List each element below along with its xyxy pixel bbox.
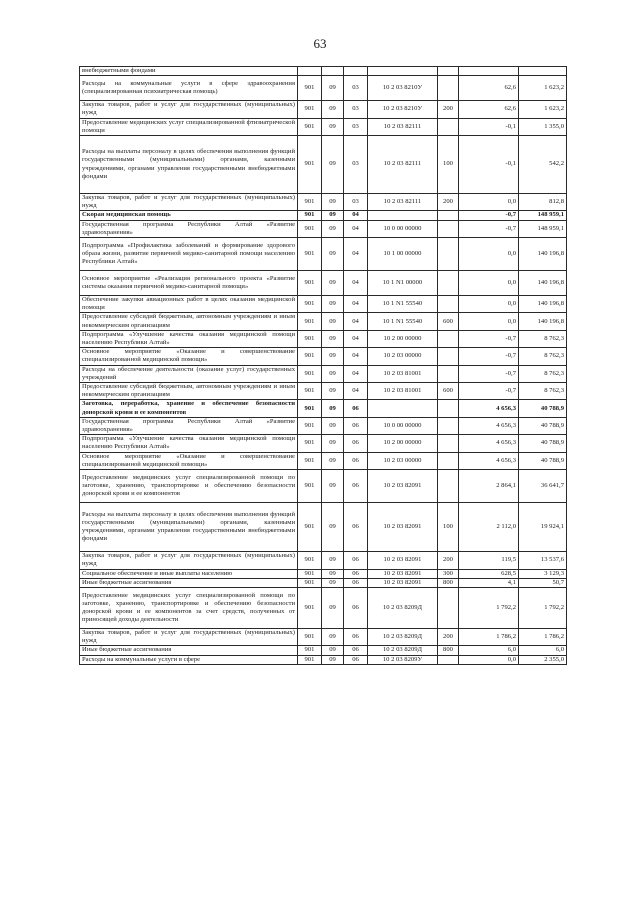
expense-type-code bbox=[438, 67, 459, 76]
expense-type-code bbox=[438, 435, 459, 452]
table-row bbox=[80, 136, 567, 194]
amount-total: 13 537,6 bbox=[519, 552, 567, 569]
subsection-code: 06 bbox=[344, 646, 368, 655]
amount-total: 1 623,2 bbox=[519, 101, 567, 118]
amount-change: 0,0 bbox=[459, 238, 519, 271]
row-name: Предоставление медицинских услуг специализированной помощи по заготовке, хранению, транспортировке и обеспечению безопасности донорской крови и ее компонентов bbox=[80, 470, 298, 503]
amount-change: -0,7 bbox=[459, 220, 519, 237]
grbs-code: 901 bbox=[298, 400, 322, 417]
subsection-code: 03 bbox=[344, 118, 368, 135]
amount-total bbox=[519, 67, 567, 76]
row-name: внебюджетными фондами bbox=[80, 67, 298, 76]
expense-type-code bbox=[438, 365, 459, 382]
table-row bbox=[80, 67, 567, 76]
table-row bbox=[80, 552, 567, 569]
section-code: 09 bbox=[322, 101, 344, 118]
amount-total: 140 196,8 bbox=[519, 271, 567, 296]
target-article-code: 10 1 N1 55540 bbox=[368, 313, 438, 330]
table-row bbox=[80, 101, 567, 118]
row-name: Предоставление медицинских услуг специализированной помощи по заготовке, хранению, транспортировке и обеспечению безопасности донорской крови и ее компонентов за счет средств, полученных от приносящей доходы деятельности bbox=[80, 587, 298, 628]
target-article-code: 10 2 03 82091 bbox=[368, 503, 438, 552]
expense-type-code bbox=[438, 587, 459, 628]
subsection-code: 06 bbox=[344, 655, 368, 664]
row-name: Предоставление субсидий бюджетным, автономным учреждениям и иным некоммерческим организациям bbox=[80, 313, 298, 330]
subsection-code: 06 bbox=[344, 452, 368, 469]
section-code: 09 bbox=[322, 383, 344, 400]
section-code: 09 bbox=[322, 76, 344, 101]
amount-total: 8 762,3 bbox=[519, 330, 567, 347]
grbs-code: 901 bbox=[298, 452, 322, 469]
expense-type-code bbox=[438, 220, 459, 237]
amount-change: -0,7 bbox=[459, 348, 519, 365]
grbs-code: 901 bbox=[298, 271, 322, 296]
section-code: 09 bbox=[322, 220, 344, 237]
expense-type-code bbox=[438, 118, 459, 135]
table-row bbox=[80, 578, 567, 587]
subsection-code: 04 bbox=[344, 220, 368, 237]
target-article-code bbox=[368, 400, 438, 417]
budget-table bbox=[79, 66, 567, 665]
subsection-code: 03 bbox=[344, 136, 368, 194]
table-row bbox=[80, 220, 567, 237]
section-code: 09 bbox=[322, 348, 344, 365]
expense-type-code: 100 bbox=[438, 136, 459, 194]
amount-total: 1 792,2 bbox=[519, 587, 567, 628]
target-article-code: 10 2 00 00000 bbox=[368, 435, 438, 452]
target-article-code: 10 2 03 8210У bbox=[368, 76, 438, 101]
table-row bbox=[80, 194, 567, 211]
row-name: Обеспечение закупки авиационных работ в целях оказания медицинской помощи bbox=[80, 296, 298, 313]
subsection-code: 04 bbox=[344, 383, 368, 400]
subsection-code: 03 bbox=[344, 194, 368, 211]
expense-type-code bbox=[438, 76, 459, 101]
expense-type-code: 200 bbox=[438, 628, 459, 645]
section-code: 09 bbox=[322, 435, 344, 452]
grbs-code: 901 bbox=[298, 330, 322, 347]
section-code: 09 bbox=[322, 587, 344, 628]
section-code: 09 bbox=[322, 194, 344, 211]
subsection-code: 06 bbox=[344, 569, 368, 578]
grbs-code: 901 bbox=[298, 118, 322, 135]
target-article-code: 10 2 03 8209Д bbox=[368, 628, 438, 645]
table-row bbox=[80, 655, 567, 664]
subsection-code: 04 bbox=[344, 271, 368, 296]
amount-change: 2 112,0 bbox=[459, 503, 519, 552]
table-row bbox=[80, 646, 567, 655]
amount-change: 1 792,2 bbox=[459, 587, 519, 628]
row-name: Заготовка, переработка, хранение и обеспечение безопасности донорской крови и ее компонентов bbox=[80, 400, 298, 417]
row-name: Расходы на коммунальные услуги в сфере bbox=[80, 655, 298, 664]
amount-change: 4,1 bbox=[459, 578, 519, 587]
expense-type-code bbox=[438, 211, 459, 220]
table-row bbox=[80, 330, 567, 347]
grbs-code: 901 bbox=[298, 552, 322, 569]
amount-change: 4 656,3 bbox=[459, 435, 519, 452]
row-name: Предоставление медицинских услуг специализированной фтизиатрической помощи bbox=[80, 118, 298, 135]
table-row bbox=[80, 76, 567, 101]
amount-total: 40 788,9 bbox=[519, 435, 567, 452]
target-article-code: 10 2 03 82091 bbox=[368, 569, 438, 578]
table-row bbox=[80, 503, 567, 552]
amount-total: 8 762,3 bbox=[519, 348, 567, 365]
section-code: 09 bbox=[322, 330, 344, 347]
expense-type-code bbox=[438, 470, 459, 503]
table-row bbox=[80, 271, 567, 296]
amount-change: 0,0 bbox=[459, 271, 519, 296]
grbs-code: 901 bbox=[298, 470, 322, 503]
subsection-code: 04 bbox=[344, 365, 368, 382]
amount-change: 4 656,3 bbox=[459, 417, 519, 434]
table-row bbox=[80, 587, 567, 628]
amount-total: 36 641,7 bbox=[519, 470, 567, 503]
target-article-code bbox=[368, 67, 438, 76]
subsection-code: 06 bbox=[344, 417, 368, 434]
amount-total: 148 959,1 bbox=[519, 211, 567, 220]
row-name: Основное мероприятие «Оказание и совершенствование специализированной медицинской помощи» bbox=[80, 348, 298, 365]
row-name: Расходы на коммунальные услуги в сфере здравоохранения (специализированная психиатрическая помощь) bbox=[80, 76, 298, 101]
target-article-code: 10 1 N1 00000 bbox=[368, 271, 438, 296]
target-article-code: 10 2 03 8209Д bbox=[368, 587, 438, 628]
table-row bbox=[80, 211, 567, 220]
section-code: 09 bbox=[322, 646, 344, 655]
amount-change: 6,0 bbox=[459, 646, 519, 655]
amount-change: 62,6 bbox=[459, 101, 519, 118]
grbs-code: 901 bbox=[298, 211, 322, 220]
subsection-code: 03 bbox=[344, 101, 368, 118]
expense-type-code: 600 bbox=[438, 383, 459, 400]
expense-type-code bbox=[438, 417, 459, 434]
amount-total: 40 788,9 bbox=[519, 417, 567, 434]
grbs-code: 901 bbox=[298, 136, 322, 194]
amount-total: 812,8 bbox=[519, 194, 567, 211]
subsection-code: 06 bbox=[344, 587, 368, 628]
table-row bbox=[80, 470, 567, 503]
expense-type-code bbox=[438, 238, 459, 271]
row-name: Расходы на выплаты персоналу в целях обеспечения выполнения функций государственными (муниципальными) органами, казенными учреждениями, органами управления государственными внебюджетными фондами bbox=[80, 136, 298, 194]
grbs-code: 901 bbox=[298, 646, 322, 655]
amount-change: 0,0 bbox=[459, 313, 519, 330]
expense-type-code: 100 bbox=[438, 503, 459, 552]
expense-type-code: 200 bbox=[438, 101, 459, 118]
expense-type-code bbox=[438, 400, 459, 417]
grbs-code: 901 bbox=[298, 655, 322, 664]
section-code: 09 bbox=[322, 118, 344, 135]
amount-change: 2 864,1 bbox=[459, 470, 519, 503]
table-row bbox=[80, 313, 567, 330]
target-article-code: 10 2 03 8210У bbox=[368, 101, 438, 118]
table-row bbox=[80, 296, 567, 313]
amount-total: 8 762,3 bbox=[519, 365, 567, 382]
amount-total: 2 355,0 bbox=[519, 655, 567, 664]
section-code: 09 bbox=[322, 655, 344, 664]
subsection-code: 06 bbox=[344, 470, 368, 503]
section-code: 09 bbox=[322, 470, 344, 503]
row-name: Подпрограмма «Улучшение качества оказания медицинской помощи населению Республики Алтай» bbox=[80, 435, 298, 452]
row-name: Закупка товаров, работ и услуг для государственных (муниципальных) нужд bbox=[80, 552, 298, 569]
table-row bbox=[80, 383, 567, 400]
target-article-code: 10 2 03 81001 bbox=[368, 365, 438, 382]
row-name: Закупка товаров, работ и услуг для государственных (муниципальных) нужд bbox=[80, 628, 298, 645]
grbs-code: 901 bbox=[298, 220, 322, 237]
amount-total: 3 129,3 bbox=[519, 569, 567, 578]
row-name: Расходы на выплаты персоналу в целях обеспечения выполнения функций государственными (муниципальными) органами, казенными учреждениями, органами управления государственными внебюджетными фондами bbox=[80, 503, 298, 552]
grbs-code bbox=[298, 67, 322, 76]
table-row bbox=[80, 365, 567, 382]
subsection-code: 04 bbox=[344, 313, 368, 330]
amount-change bbox=[459, 67, 519, 76]
section-code: 09 bbox=[322, 365, 344, 382]
grbs-code: 901 bbox=[298, 348, 322, 365]
row-name: Подпрограмма «Улучшение качества оказания медицинской помощи населению Республики Алтай» bbox=[80, 330, 298, 347]
amount-change: 0,0 bbox=[459, 655, 519, 664]
section-code: 09 bbox=[322, 271, 344, 296]
table-row bbox=[80, 435, 567, 452]
section-code: 09 bbox=[322, 503, 344, 552]
amount-change: -0,1 bbox=[459, 118, 519, 135]
subsection-code: 03 bbox=[344, 76, 368, 101]
target-article-code: 10 2 03 82111 bbox=[368, 194, 438, 211]
target-article-code bbox=[368, 211, 438, 220]
subsection-code bbox=[344, 67, 368, 76]
amount-change: 0,0 bbox=[459, 194, 519, 211]
amount-total: 50,7 bbox=[519, 578, 567, 587]
row-name: Государственная программа Республики Алтай «Развитие здравоохранения» bbox=[80, 220, 298, 237]
table-body bbox=[80, 67, 567, 665]
target-article-code: 10 1 N1 55540 bbox=[368, 296, 438, 313]
grbs-code: 901 bbox=[298, 503, 322, 552]
table-row bbox=[80, 417, 567, 434]
expense-type-code: 300 bbox=[438, 569, 459, 578]
amount-change: 4 656,3 bbox=[459, 400, 519, 417]
section-code: 09 bbox=[322, 238, 344, 271]
grbs-code: 901 bbox=[298, 76, 322, 101]
table-row bbox=[80, 452, 567, 469]
page-number: 63 bbox=[313, 36, 327, 51]
section-code: 09 bbox=[322, 452, 344, 469]
expense-type-code: 600 bbox=[438, 313, 459, 330]
grbs-code: 901 bbox=[298, 569, 322, 578]
target-article-code: 10 0 00 00000 bbox=[368, 220, 438, 237]
expense-type-code bbox=[438, 296, 459, 313]
expense-type-code: 200 bbox=[438, 552, 459, 569]
amount-change: 628,5 bbox=[459, 569, 519, 578]
target-article-code: 10 0 00 00000 bbox=[368, 417, 438, 434]
amount-total: 40 788,9 bbox=[519, 452, 567, 469]
table-row bbox=[80, 400, 567, 417]
subsection-code: 06 bbox=[344, 503, 368, 552]
row-name: Социальное обеспечение и иные выплаты населению bbox=[80, 569, 298, 578]
row-name: Закупка товаров, работ и услуг для государственных (муниципальных) нужд bbox=[80, 194, 298, 211]
expense-type-code bbox=[438, 330, 459, 347]
target-article-code: 10 2 03 00000 bbox=[368, 348, 438, 365]
expense-type-code: 200 bbox=[438, 194, 459, 211]
row-name: Государственная программа Республики Алтай «Развитие здравоохранения» bbox=[80, 417, 298, 434]
grbs-code: 901 bbox=[298, 578, 322, 587]
target-article-code: 10 2 03 82091 bbox=[368, 578, 438, 587]
amount-change: 0,0 bbox=[459, 296, 519, 313]
amount-total: 140 196,8 bbox=[519, 296, 567, 313]
amount-change: -0,7 bbox=[459, 365, 519, 382]
table-row bbox=[80, 118, 567, 135]
grbs-code: 901 bbox=[298, 435, 322, 452]
amount-change: 119,5 bbox=[459, 552, 519, 569]
section-code: 09 bbox=[322, 296, 344, 313]
subsection-code: 04 bbox=[344, 238, 368, 271]
grbs-code: 901 bbox=[298, 238, 322, 271]
amount-change: -0,7 bbox=[459, 211, 519, 220]
amount-change: -0,7 bbox=[459, 383, 519, 400]
target-article-code: 10 2 03 82111 bbox=[368, 118, 438, 135]
expense-type-code bbox=[438, 271, 459, 296]
amount-change: -0,7 bbox=[459, 330, 519, 347]
target-article-code: 10 2 03 82111 bbox=[368, 136, 438, 194]
grbs-code: 901 bbox=[298, 417, 322, 434]
expense-type-code: 800 bbox=[438, 578, 459, 587]
amount-change: 62,6 bbox=[459, 76, 519, 101]
amount-total: 1 786,2 bbox=[519, 628, 567, 645]
subsection-code: 06 bbox=[344, 578, 368, 587]
subsection-code: 06 bbox=[344, 435, 368, 452]
grbs-code: 901 bbox=[298, 383, 322, 400]
amount-total: 140 196,8 bbox=[519, 313, 567, 330]
amount-total: 6,0 bbox=[519, 646, 567, 655]
table-row bbox=[80, 238, 567, 271]
section-code: 09 bbox=[322, 136, 344, 194]
expense-type-code bbox=[438, 348, 459, 365]
table-row bbox=[80, 348, 567, 365]
amount-total: 148 959,1 bbox=[519, 220, 567, 237]
section-code: 09 bbox=[322, 400, 344, 417]
section-code: 09 bbox=[322, 578, 344, 587]
row-name: Предоставление субсидий бюджетным, автономным учреждениям и иным некоммерческим организациям bbox=[80, 383, 298, 400]
amount-total: 542,2 bbox=[519, 136, 567, 194]
section-code: 09 bbox=[322, 211, 344, 220]
subsection-code: 04 bbox=[344, 211, 368, 220]
section-code: 09 bbox=[322, 417, 344, 434]
target-article-code: 10 1 00 00000 bbox=[368, 238, 438, 271]
subsection-code: 04 bbox=[344, 330, 368, 347]
amount-total: 19 924,1 bbox=[519, 503, 567, 552]
grbs-code: 901 bbox=[298, 587, 322, 628]
expense-type-code bbox=[438, 452, 459, 469]
grbs-code: 901 bbox=[298, 194, 322, 211]
subsection-code: 06 bbox=[344, 552, 368, 569]
amount-change: -0,1 bbox=[459, 136, 519, 194]
target-article-code: 10 2 03 8209Д bbox=[368, 646, 438, 655]
grbs-code: 901 bbox=[298, 313, 322, 330]
subsection-code: 06 bbox=[344, 628, 368, 645]
row-name: Расходы на обеспечение деятельности (оказание услуг) государственных учреждений bbox=[80, 365, 298, 382]
subsection-code: 04 bbox=[344, 348, 368, 365]
subsection-code: 04 bbox=[344, 296, 368, 313]
table-row bbox=[80, 628, 567, 645]
section-code bbox=[322, 67, 344, 76]
grbs-code: 901 bbox=[298, 628, 322, 645]
expense-type-code bbox=[438, 655, 459, 664]
row-name: Иные бюджетные ассигнования bbox=[80, 646, 298, 655]
amount-total: 140 196,8 bbox=[519, 238, 567, 271]
target-article-code: 10 2 03 82091 bbox=[368, 552, 438, 569]
grbs-code: 901 bbox=[298, 296, 322, 313]
row-name: Иные бюджетные ассигнования bbox=[80, 578, 298, 587]
amount-total: 1 355,0 bbox=[519, 118, 567, 135]
row-name: Закупка товаров, работ и услуг для государственных (муниципальных) нужд bbox=[80, 101, 298, 118]
grbs-code: 901 bbox=[298, 365, 322, 382]
section-code: 09 bbox=[322, 313, 344, 330]
subsection-code: 06 bbox=[344, 400, 368, 417]
amount-change: 4 656,3 bbox=[459, 452, 519, 469]
row-name: Скорая медицинская помощь bbox=[80, 211, 298, 220]
target-article-code: 10 2 00 00000 bbox=[368, 330, 438, 347]
section-code: 09 bbox=[322, 552, 344, 569]
target-article-code: 10 2 03 81001 bbox=[368, 383, 438, 400]
section-code: 09 bbox=[322, 628, 344, 645]
amount-total: 1 623,2 bbox=[519, 76, 567, 101]
row-name: Основное мероприятие «Реализация регионального проекта «Развитие системы оказания первичной медико-санитарной помощи» bbox=[80, 271, 298, 296]
grbs-code: 901 bbox=[298, 101, 322, 118]
amount-total: 40 788,9 bbox=[519, 400, 567, 417]
target-article-code: 10 2 03 00000 bbox=[368, 452, 438, 469]
table-row bbox=[80, 569, 567, 578]
target-article-code: 10 2 03 8209У bbox=[368, 655, 438, 664]
expense-type-code: 800 bbox=[438, 646, 459, 655]
amount-total: 8 762,3 bbox=[519, 383, 567, 400]
target-article-code: 10 2 03 82091 bbox=[368, 470, 438, 503]
section-code: 09 bbox=[322, 569, 344, 578]
row-name: Подпрограмма «Профилактика заболеваний и формирование здорового образа жизни, развитие первичной медико-санитарной помощи населению Республики Алтай» bbox=[80, 238, 298, 271]
row-name: Основное мероприятие «Оказание и совершенствование специализированной медицинской помощи» bbox=[80, 452, 298, 469]
amount-change: 1 786,2 bbox=[459, 628, 519, 645]
